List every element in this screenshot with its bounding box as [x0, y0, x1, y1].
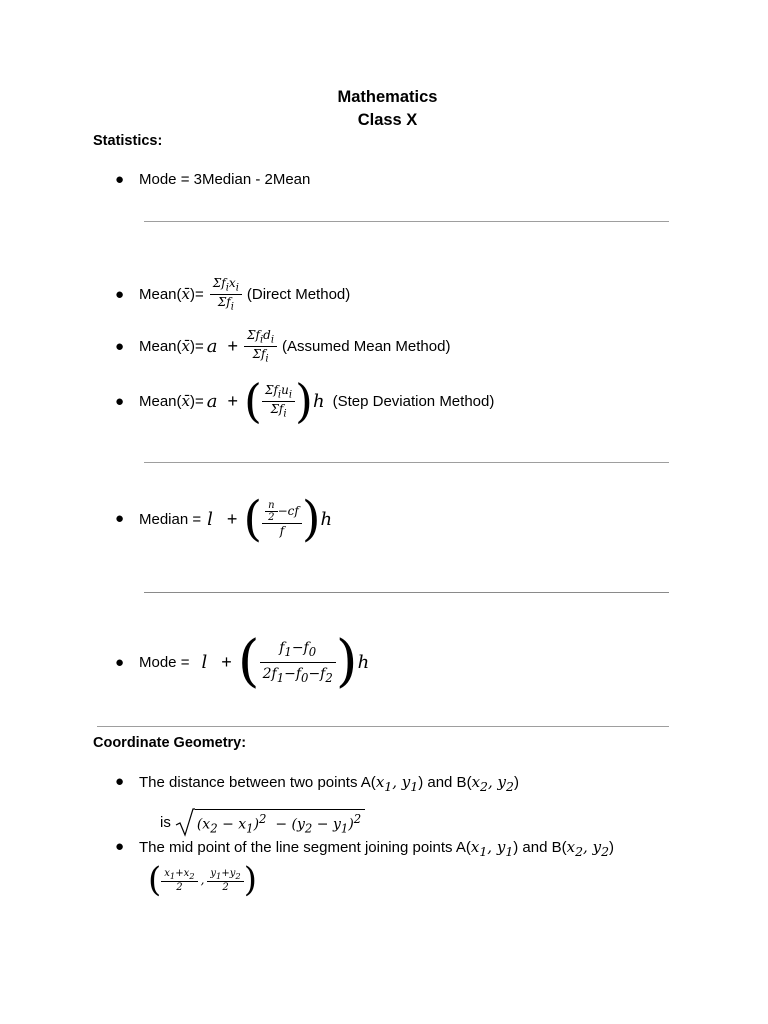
median-formula: Median = l + ( $\frac{n}{2}$ −cf f ) h	[139, 491, 333, 547]
statistics-heading: Statistics:	[93, 133, 163, 149]
mean-label: Mean(	[139, 285, 182, 303]
step-fraction: $\frac{\Sigma f_iu_i}{\Sigma f_i}$	[262, 383, 295, 419]
assumed-fraction: $\frac{\Sigma f_id_i}{\Sigma f_i}$	[244, 328, 277, 364]
bullet-icon: ●	[115, 286, 125, 303]
direct-method-label: (Direct Method)	[246, 285, 351, 303]
bullet-icon: ●	[115, 773, 125, 790]
divider	[97, 726, 669, 727]
midpoint-y-fraction: $\frac{y_1+y_2}{2}$	[207, 868, 243, 893]
x-bar: x̄	[181, 337, 190, 355]
divider	[144, 221, 669, 222]
distance-statement: The distance between two points $A(x_1$, $y_1$) and $B(x_2$, $y_2$)	[139, 773, 519, 794]
distance-formula: is $(x_2 - x_1)^2 - (y_2 - y_1)^2$	[160, 804, 365, 840]
midpoint-formula: ( $\frac{x_1+x_2}{2}$ , $\frac{y_1+y_2}{2}$ )	[148, 860, 257, 900]
bullet-icon: ●	[115, 338, 125, 355]
mean-close: )=	[190, 392, 204, 410]
divider	[144, 592, 669, 593]
assumed-method-label: (Assumed Mean Method)	[282, 337, 451, 355]
coordinate-geometry-heading: Coordinate Geometry:	[93, 735, 247, 751]
mean-label: Mean(	[139, 337, 182, 355]
bullet-icon: ●	[115, 510, 125, 527]
x-bar: x̄	[181, 285, 190, 303]
bullet-icon: ●	[115, 838, 125, 855]
mode-label: Mode =	[139, 653, 190, 671]
mean-close: )=	[190, 285, 204, 303]
bullet-icon: ●	[115, 171, 125, 188]
midpoint-x-fraction: $\frac{x_1+x_2}{2}$	[161, 868, 197, 893]
midpoint-statement: The mid point of the line segment joining points $A(x_1$, $y_1$) and $B(x_2$, $y_2$)	[139, 838, 615, 859]
mean-assumed-formula: Mean( x̄ )= a + $\frac{\Sigma f_id_i}{\Sigma f_i}$ (Assumed Mean Method)	[139, 328, 451, 364]
document-subtitle: Class X	[357, 111, 418, 129]
is-label: is	[160, 813, 171, 831]
mode-grouped-formula: Mode = l + ( $\frac{f_1-f_0}{2f_1-f_0-f_2}$ ) h	[139, 629, 370, 694]
mean-step-formula: Mean( x̄ )= a + ( $\frac{\Sigma f_iu_i}{\Sigma f_i}$ ) h (Step Deviation Method)	[139, 374, 495, 428]
mode-empirical-formula: Mode = 3Median - 2Mean	[139, 171, 311, 188]
bullet-icon: ●	[115, 393, 125, 410]
bullet-icon: ●	[115, 654, 125, 671]
median-fraction: $\frac{n}{2}$ −cf f	[262, 500, 302, 538]
mode-fraction: $\frac{f_1-f_0}{2f_1-f_0-f_2}$	[260, 640, 336, 685]
direct-fraction: $\frac{\Sigma f_ix_i}{\Sigma f_i}$	[210, 276, 242, 312]
x-bar: x̄	[181, 392, 190, 410]
document-title: Mathematics	[337, 88, 438, 106]
sqrt-icon	[175, 807, 195, 837]
divider	[144, 462, 669, 463]
mean-label: Mean(	[139, 392, 182, 410]
mean-direct-formula	[139, 266, 350, 322]
mean-close: )=	[190, 337, 204, 355]
step-method-label: (Step Deviation Method)	[332, 392, 495, 410]
median-label: Median =	[139, 510, 202, 528]
